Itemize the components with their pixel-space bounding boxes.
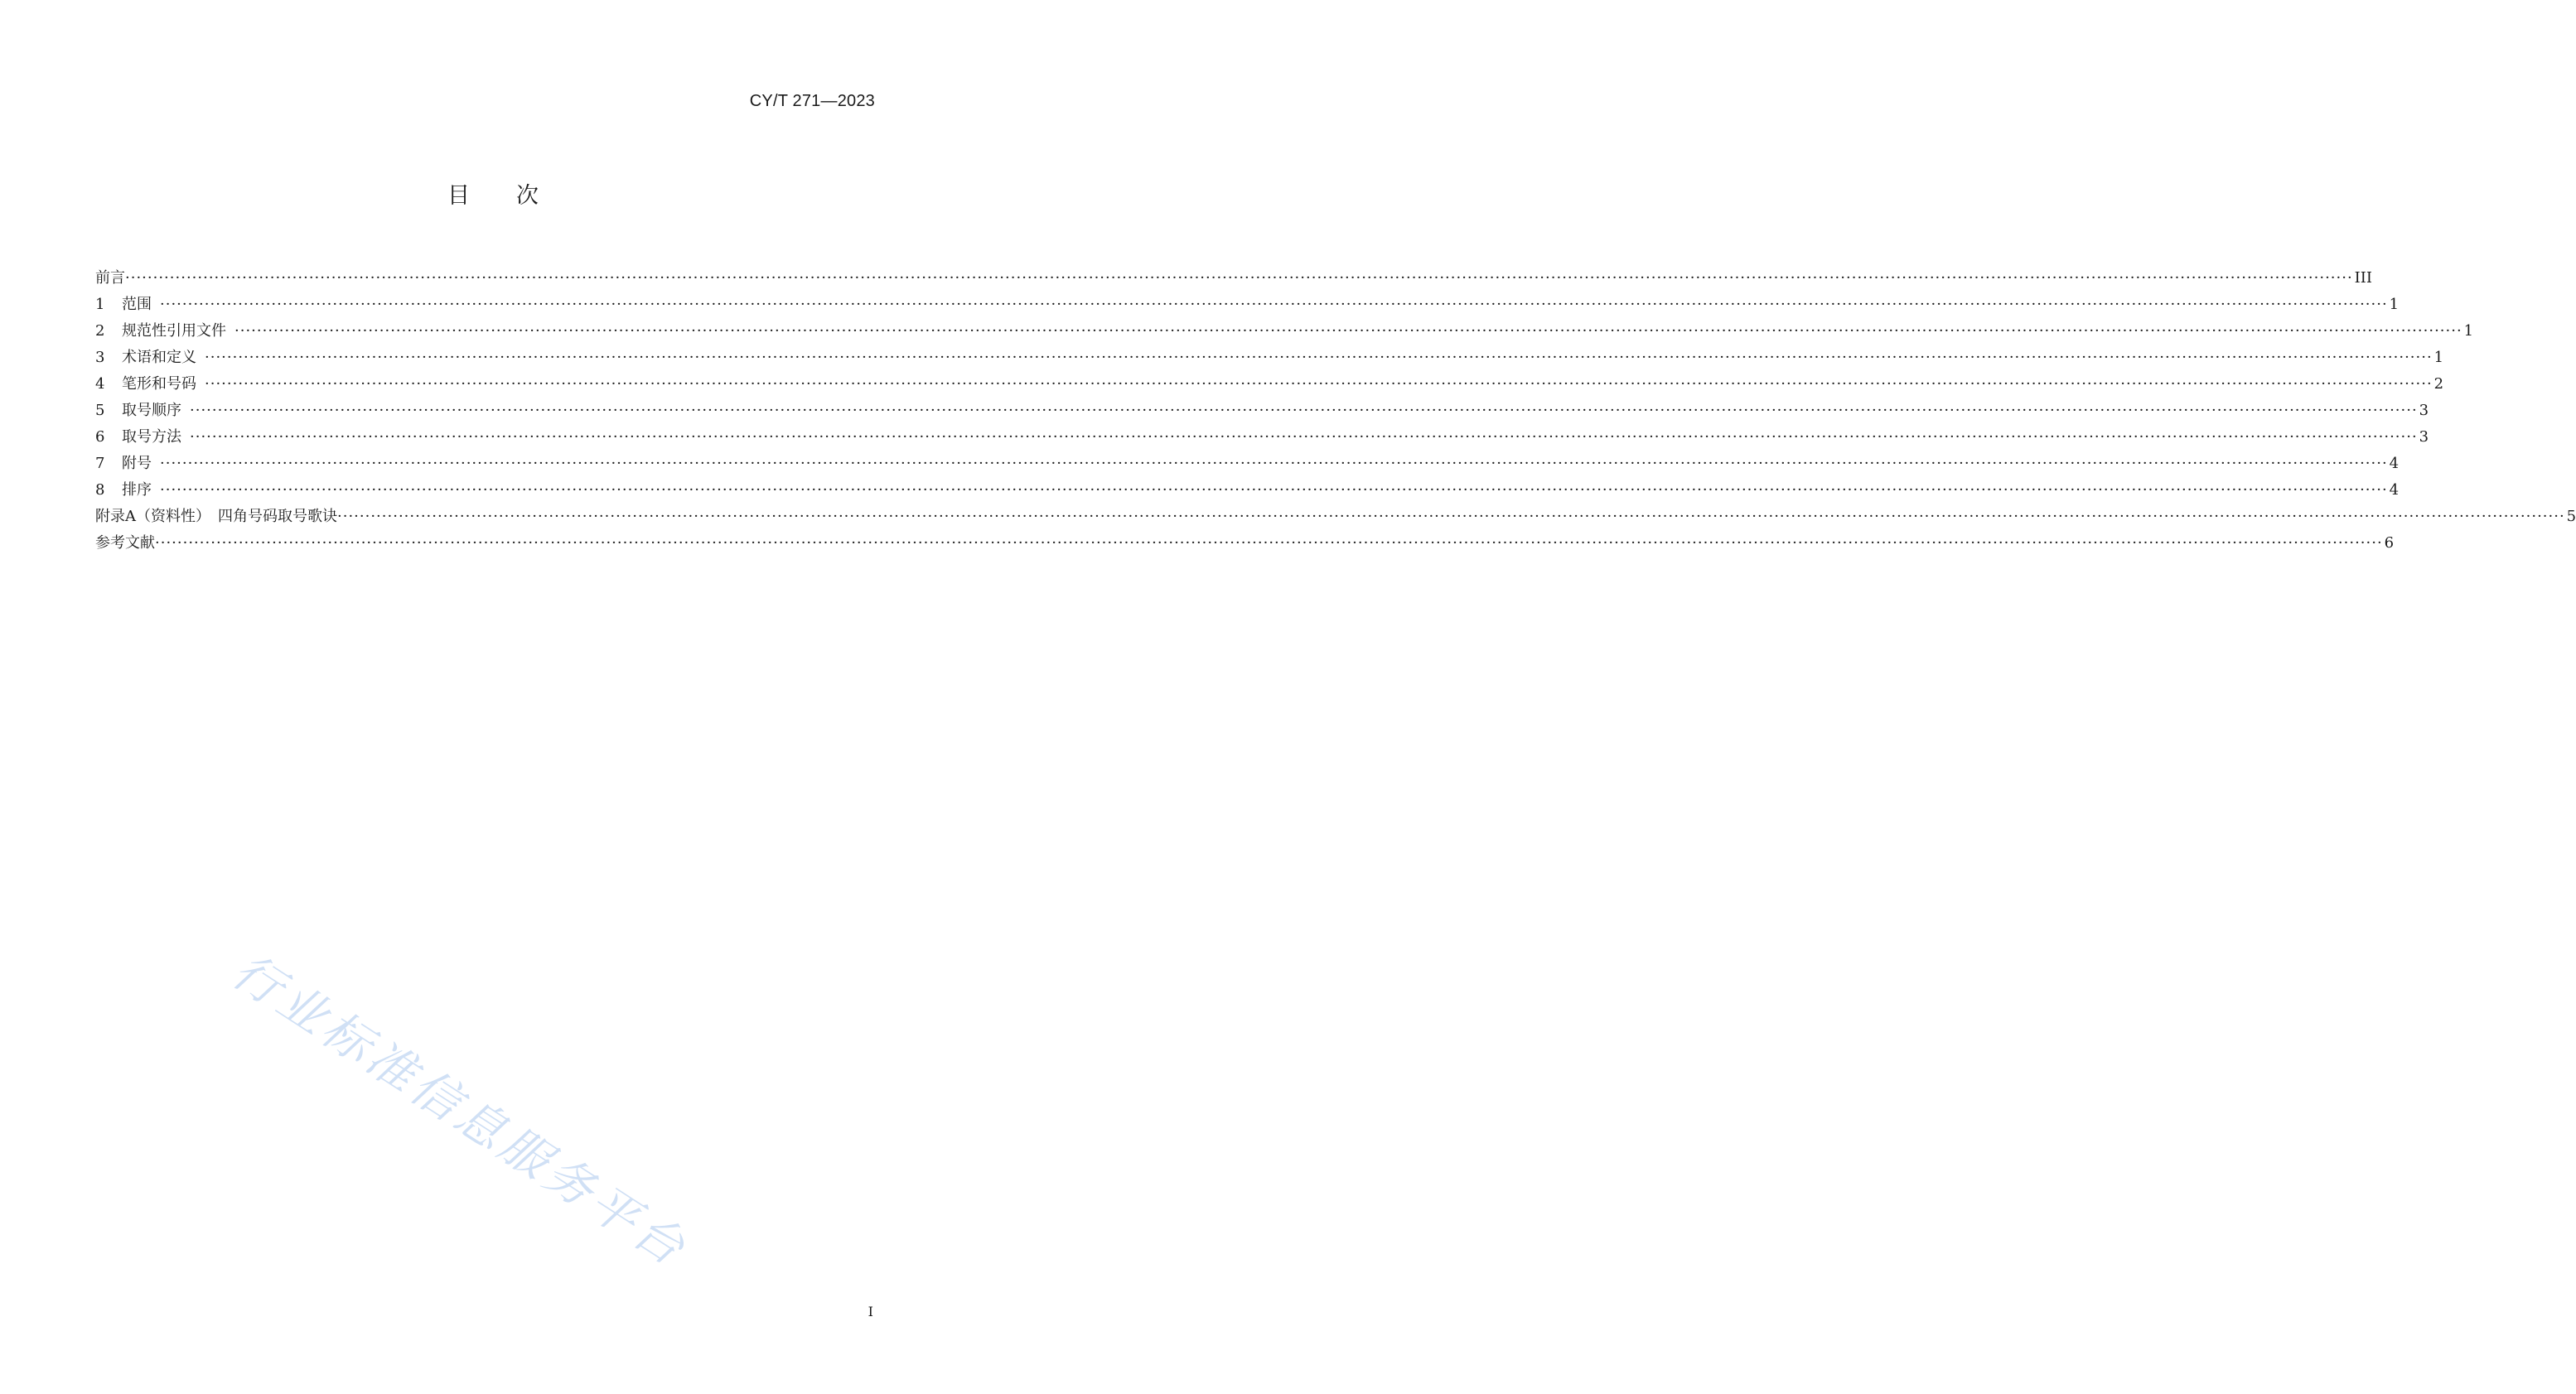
toc-leader-dots: ················································································································································································································································································································································································································ xyxy=(125,269,2353,287)
toc-entry[interactable] xyxy=(95,451,2400,477)
toc-leader-dots: ················································································································································································································································································································································································································ xyxy=(160,481,2388,499)
toc-entry-label: 前言 xyxy=(95,269,125,287)
page-number: I xyxy=(868,1304,873,1319)
toc-entry-number: 3 xyxy=(95,349,105,366)
toc-leader-dots: ················································································································································································································································································································································································································ xyxy=(160,296,2388,313)
page-title: 目次 xyxy=(447,183,585,209)
toc-entry-page: 3 xyxy=(2419,428,2429,446)
toc-entry-page: 2 xyxy=(2433,375,2444,393)
toc-leader-dots: ················································································································································································································································································································································································································ xyxy=(160,455,2388,472)
watermark: 行业标准信息服务平台 xyxy=(222,942,698,1279)
toc-entry-label: 规范性引用文件 xyxy=(122,322,226,340)
toc-leader-dots: ················································································································································································································································································································································································································ xyxy=(190,428,2418,446)
toc-entry[interactable] xyxy=(95,265,2373,292)
toc-entry-number: 4 xyxy=(95,375,105,393)
toc-entry-label: 范围 xyxy=(122,296,152,313)
toc-entry-label: 术语和定义 xyxy=(122,349,196,366)
toc-entry-page: 6 xyxy=(2384,534,2395,552)
toc-entry-label: 排序 xyxy=(122,481,152,499)
toc-entry-number: 5 xyxy=(95,402,105,419)
standard-code: CY/T 271—2023 xyxy=(749,92,875,110)
toc-entry-page: 4 xyxy=(2389,481,2400,499)
toc-leader-dots: ················································································································································································································································································································································································································ xyxy=(190,402,2418,419)
toc-entry[interactable] xyxy=(95,530,2395,557)
toc-entry-label: 笔形和号码 xyxy=(122,375,196,393)
toc-leader-dots: ················································································································································································································································································································································································································ xyxy=(205,349,2433,366)
toc-entry[interactable] xyxy=(95,292,2400,318)
toc-entry-page: 1 xyxy=(2463,322,2474,340)
table-of-contents xyxy=(95,265,2576,557)
toc-entry-page: 5 xyxy=(2566,508,2576,525)
toc-entry[interactable] xyxy=(95,398,2429,424)
toc-entry-number: 6 xyxy=(95,428,105,446)
toc-entry-label: 附号 xyxy=(122,455,152,472)
toc-entry-label: 附录A（资料性） 四角号码取号歌诀 xyxy=(95,508,337,525)
toc-entry-label: 取号顺序 xyxy=(122,402,181,419)
toc-leader-dots: ················································································································································································································································································································································································································ xyxy=(337,508,2565,525)
toc-entry-number: 7 xyxy=(95,455,105,472)
toc-entry-page: 1 xyxy=(2433,349,2444,366)
toc-entry-number: 2 xyxy=(95,322,105,340)
toc-entry[interactable] xyxy=(95,345,2444,371)
toc-entry[interactable] xyxy=(95,318,2474,345)
toc-entry-page: III xyxy=(2354,269,2373,287)
toc-entry-page: 4 xyxy=(2389,455,2400,472)
toc-entry[interactable] xyxy=(95,504,2576,530)
toc-entry-page: 1 xyxy=(2389,296,2400,313)
toc-leader-dots: ················································································································································································································································································································································································································ xyxy=(155,534,2383,552)
toc-entry-page: 3 xyxy=(2419,402,2429,419)
toc-entry[interactable] xyxy=(95,424,2429,451)
toc-entry[interactable] xyxy=(95,371,2444,398)
toc-entry[interactable] xyxy=(95,477,2400,504)
toc-entry-number: 8 xyxy=(95,481,105,499)
toc-leader-dots: ················································································································································································································································································································································································································ xyxy=(234,322,2462,340)
toc-entry-label: 参考文献 xyxy=(95,534,155,552)
toc-entry-label: 取号方法 xyxy=(122,428,181,446)
toc-leader-dots: ················································································································································································································································································································································································································ xyxy=(205,375,2433,393)
toc-entry-number: 1 xyxy=(95,296,105,313)
